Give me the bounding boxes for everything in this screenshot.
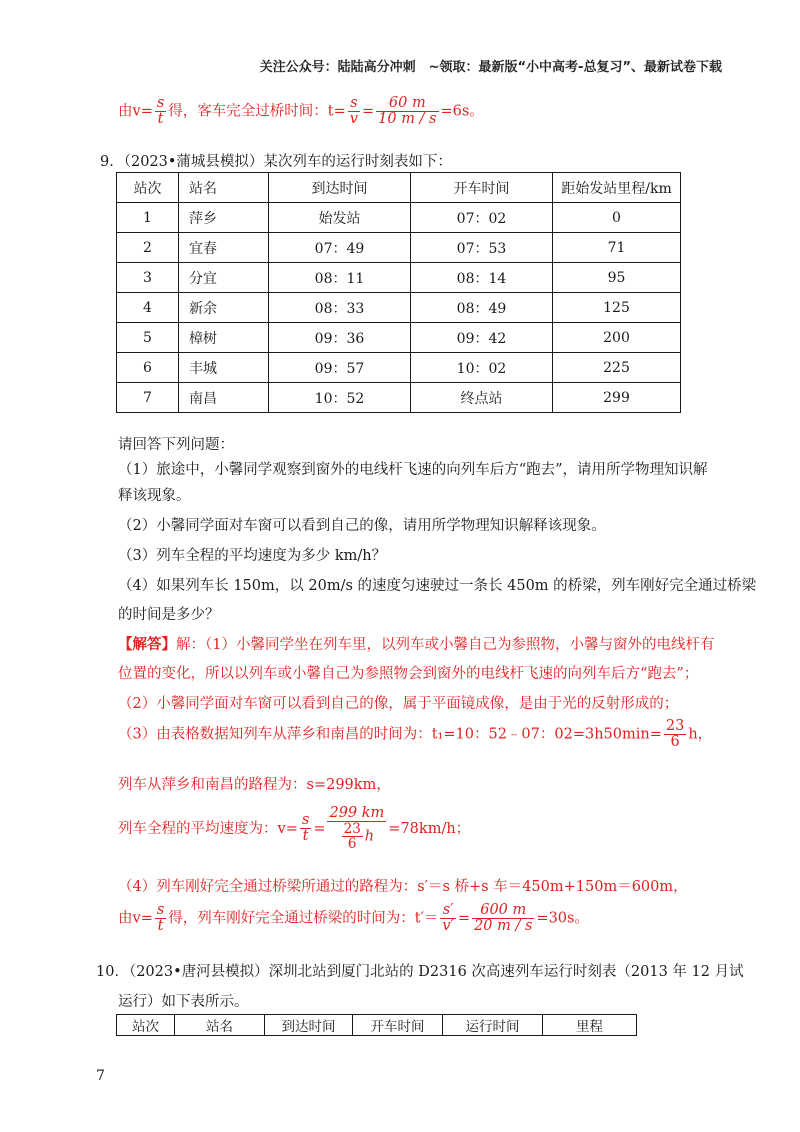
q9-sub3: （3）列车全程的平均速度为多少 km/h？ [118, 548, 387, 564]
table-cell: 08：14 [411, 263, 553, 293]
q10-timetable [116, 1014, 637, 1036]
table-cell: 萍乡 [179, 203, 269, 233]
q10-stem-b: 运行）如下表所示。 [118, 994, 249, 1010]
table-header-row [117, 173, 681, 203]
answer-a1-a: 解：（1）小馨同学坐在列车里，以列车或小馨自己为参照物，小馨与窗外的电线杆有 [176, 637, 715, 653]
fraction-s-over-t: $\frac{s}{t}$ [156, 95, 165, 128]
fraction-23-over-6: $\frac{23}{6}$ [665, 718, 685, 751]
q9-sub1-a: （1）旅途中，小馨同学观察到窗外的电线杆飞速的向列车后方“跑去”，请用所学物理知识解 [118, 462, 708, 478]
table-cell: 2 [117, 233, 179, 263]
table-cell: 始发站 [269, 203, 411, 233]
table-row [117, 233, 681, 263]
table-cell: 08：11 [269, 263, 411, 293]
table-cell: 71 [553, 233, 681, 263]
q9-stem: 9．（2023•蒲城县模拟）某次列车的运行时刻表如下： [100, 154, 452, 170]
q9-sub2: （2）小馨同学面对车窗可以看到自己的像，请用所学物理知识解释该现象。 [118, 518, 606, 534]
table-row [117, 323, 681, 353]
fraction-s-over-t: $\frac{s}{t}$ [301, 812, 310, 845]
table-header-cell: 站次 [117, 1015, 175, 1036]
answer-a3-suffix: h， [688, 726, 713, 743]
table-cell: 终点站 [411, 383, 553, 413]
answer-a1-b: 位置的变化，所以以列车或小馨自己为参照物会到窗外的电线杆飞速的向列车后方“跑去”； [118, 666, 699, 682]
q9-prompt: 请回答下列问题： [118, 437, 234, 453]
fraction-s-over-t: $\frac{s}{t}$ [156, 902, 165, 935]
fraction-600m-over-20ms: $\frac{600 m}{20 m / s}$ [474, 902, 533, 935]
answer-a3-prefix: （3）由表格数据知列车从萍乡和南昌的时间为：t₁=10：52﹣07：02=3h50min= [118, 726, 662, 743]
fraction-299km-over-23-6h: 299 km $\frac{23}{6}$ h [329, 805, 385, 853]
table-cell: 09：42 [411, 323, 553, 353]
equals-sign: = [313, 820, 326, 837]
table-header-cell: 开车时间 [353, 1015, 443, 1036]
table-header-row [117, 1015, 637, 1036]
table-cell: 125 [553, 293, 681, 323]
answer-a3-speed-result: 78km/h； [400, 820, 471, 837]
table-cell: 08：49 [411, 293, 553, 323]
table-cell: 3 [117, 263, 179, 293]
q9-sub4-a: （4）如果列车长 150m，以 20m/s 的速度匀速驶过一条长 450m 的桥梁，列车刚好完全通过桥梁 [118, 578, 757, 594]
table-cell: 225 [553, 353, 681, 383]
table-cell: 樟树 [179, 323, 269, 353]
table-header-cell: 站名 [179, 173, 269, 203]
prev-answer-prefix: 由v= [118, 103, 153, 120]
fraction-s-prime-over-v-prime: $\frac{s'}{v'}$ [442, 902, 454, 935]
answer-a3-time [118, 719, 712, 750]
table-header-cell: 到达时间 [265, 1015, 353, 1036]
table-cell: 1 [117, 203, 179, 233]
page-header: 关注公众号：陆陆高分冲刺 ~领取：最新版“小中高考-总复习”、最新试卷下载 [259, 60, 722, 75]
table-cell: 07：49 [269, 233, 411, 263]
page-number: 7 [96, 1068, 105, 1084]
table-cell: 09：57 [269, 353, 411, 383]
q9-timetable [116, 172, 681, 413]
table-cell: 0 [553, 203, 681, 233]
table-cell: 分宜 [179, 263, 269, 293]
answer-a4-result: =30s。 [536, 910, 589, 927]
table-cell: 新余 [179, 293, 269, 323]
table-header-cell: 开车时间 [411, 173, 553, 203]
answer-tag: 【解答】 [118, 636, 176, 653]
table-cell: 09：36 [269, 323, 411, 353]
table-header-cell: 运行时间 [443, 1015, 543, 1036]
prev-answer-line [118, 96, 484, 127]
answer-a3-speed-prefix: 列车全程的平均速度为：v [118, 820, 286, 837]
table-header-cell: 距始发站里程/km [553, 173, 681, 203]
answer-a4-mid: 得，列车刚好完全通过桥梁的时间为：t′＝ [168, 910, 439, 927]
q10-stem-a: 10．（2023•唐河县模拟）深圳北站到厦门北站的 D2316 次高速列车运行时刻表（2013 年 12 月试 [96, 964, 744, 980]
fraction-s-over-v: $\frac{s}{v}$ [349, 95, 358, 128]
table-row [117, 353, 681, 383]
table-cell: 南昌 [179, 383, 269, 413]
table-row [117, 203, 681, 233]
answer-a4-prefix: 由v= [118, 910, 153, 927]
answer-line-1 [118, 633, 714, 654]
equals-sign: = [457, 910, 471, 927]
q9-sub1-b: 释该现象。 [118, 488, 191, 504]
table-row [117, 263, 681, 293]
answer-a2: （2）小馨同学面对车窗可以看到自己的像，属于平面镜成像，是由于光的反射形成的； [118, 696, 679, 712]
prev-answer-mid: 得，客车完全过桥时间：t= [168, 103, 346, 120]
table-cell: 10：52 [269, 383, 411, 413]
table-row [117, 383, 681, 413]
fraction-60m-over-10ms: $\frac{60 m}{10 m / s}$ [378, 95, 437, 128]
table-cell: 07：02 [411, 203, 553, 233]
table-header-cell: 站名 [175, 1015, 265, 1036]
table-header-cell: 里程 [543, 1015, 637, 1036]
table-cell: 08：33 [269, 293, 411, 323]
answer-a4-time [118, 903, 589, 934]
table-row [117, 293, 681, 323]
q9-sub4-b: 的时间是多少？ [118, 607, 220, 623]
table-cell: 07：53 [411, 233, 553, 263]
equals-sign: = [388, 820, 401, 837]
table-cell: 5 [117, 323, 179, 353]
table-cell: 6 [117, 353, 179, 383]
table-cell: 4 [117, 293, 179, 323]
table-cell: 95 [553, 263, 681, 293]
table-cell: 7 [117, 383, 179, 413]
table-header-cell: 到达时间 [269, 173, 411, 203]
table-cell: 299 [553, 383, 681, 413]
table-header-cell: 站次 [117, 173, 179, 203]
table-cell: 10：02 [411, 353, 553, 383]
table-cell: 200 [553, 323, 681, 353]
answer-a4-path: （4）列车刚好完全通过桥梁所通过的路程为：s′＝s 桥+s 车＝450m+150m＝600m， [118, 879, 688, 895]
answer-a3-speed [118, 806, 470, 852]
table-cell: 宜春 [179, 233, 269, 263]
equals-sign: = [285, 820, 298, 837]
answer-a3-distance: 列车从萍乡和南昌的路程为：s=299km， [118, 777, 391, 793]
equals-sign: = [361, 103, 375, 120]
table-cell: 丰城 [179, 353, 269, 383]
prev-answer-result: =6s。 [440, 103, 484, 120]
